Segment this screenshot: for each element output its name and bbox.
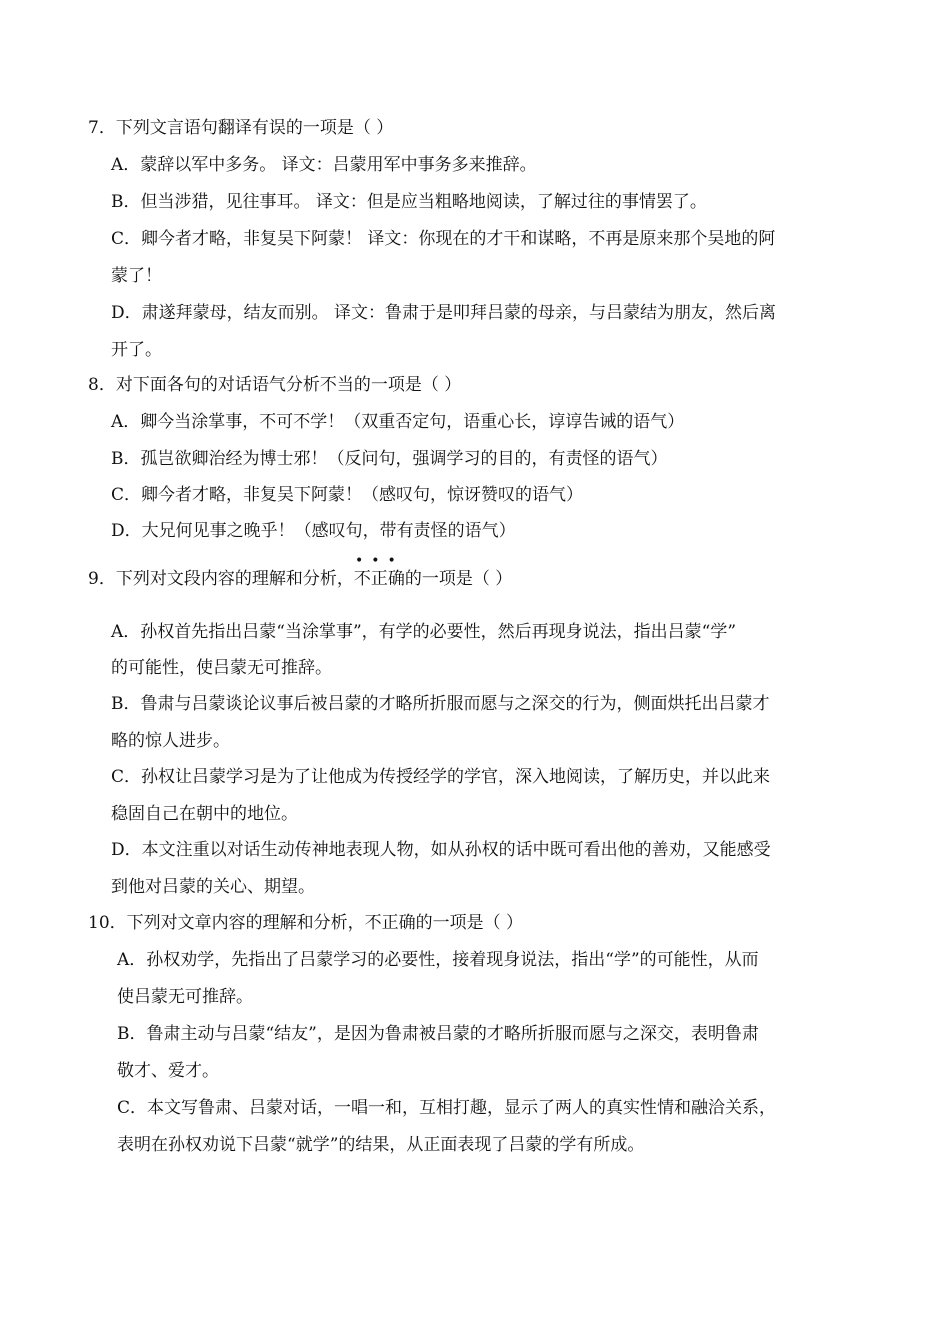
question-7-option-c-cont: 蒙了！ <box>111 266 162 286</box>
question-9-emphasis-text: 不正确 <box>353 569 405 589</box>
question-7-stem: 7．下列文言语句翻译有误的一项是（ ） <box>88 118 394 138</box>
question-7-option-a: A．蒙辞以军中多务。 译文：吕蒙用军中事务多来推辞。 <box>111 155 537 175</box>
question-9-stem <box>88 553 513 591</box>
question-8-option-c: C．卿今者才略，非复吴下阿蒙！（感叹句，惊讶赞叹的语气） <box>111 485 584 505</box>
question-9-option-c: C．孙权让吕蒙学习是为了让他成为传授经学的学官，深入地阅读，了解历史，并以此来 <box>111 767 771 787</box>
question-10-option-b: B．鲁肃主动与吕蒙“结友”，是因为鲁肃被吕蒙的才略所折服而愿与之深交，表明鲁肃 <box>117 1024 759 1044</box>
question-10-option-b-cont: 敬才、爱才。 <box>117 1061 219 1081</box>
question-8-option-a: A．卿今当涂掌事，不可不学！（双重否定句，语重心长，谆谆告诫的语气） <box>111 412 685 432</box>
question-9-stem-after: 的一项是（ ） <box>404 569 513 589</box>
question-7-option-d: D．肃遂拜蒙母，结友而别。 译文：鲁肃于是叩拜吕蒙的母亲，与吕蒙结为朋友，然后离 <box>111 303 777 323</box>
question-10-option-a-cont: 使吕蒙无可推辞。 <box>117 987 253 1007</box>
question-10-option-a: A．孙权劝学，先指出了吕蒙学习的必要性，接着现身说法，指出“学”的可能性，从而 <box>117 950 759 970</box>
question-10-option-c: C．本文写鲁肃、吕蒙对话，一唱一和，互相打趣，显示了两人的真实性情和融洽关系， <box>117 1098 777 1118</box>
question-9-option-b: B．鲁肃与吕蒙谈论议事后被吕蒙的才略所折服而愿与之深交的行为，侧面烘托出吕蒙才 <box>111 694 770 714</box>
question-9-emphasis <box>353 553 405 591</box>
question-7-option-c: C．卿今者才略，非复吴下阿蒙！ 译文：你现在的才干和谋略，不再是原来那个吴地的阿 <box>111 229 776 249</box>
question-10-option-c-cont: 表明在孙权劝说下吕蒙“就学”的结果，从正面表现了吕蒙的学有所成。 <box>117 1135 645 1155</box>
question-7-option-b: B．但当涉猎，见往事耳。 译文：但是应当粗略地阅读，了解过往的事情罢了。 <box>111 192 707 212</box>
question-10-stem: 10．下列对文章内容的理解和分析，不正确的一项是（ ） <box>88 913 524 933</box>
question-8-option-b: B．孤岂欲卿治经为博士邪！（反问句，强调学习的目的，有责怪的语气） <box>111 449 668 469</box>
question-9-option-d: D．本文注重以对话生动传神地表现人物，如从孙权的话中既可看出他的善劝，又能感受 <box>111 840 771 860</box>
question-9-option-a: A．孙权首先指出吕蒙“当涂掌事”，有学的必要性，然后再现身说法，指出吕蒙“学” <box>111 622 737 642</box>
emphasis-dots: ••• <box>354 553 404 569</box>
question-8-option-d: D．大兄何见事之晚乎！（感叹句，带有责怪的语气） <box>111 521 516 541</box>
question-9-option-b-cont: 略的惊人进步。 <box>111 731 230 751</box>
question-7-option-d-cont: 开了。 <box>111 340 162 360</box>
question-9-option-d-cont: 到他对吕蒙的关心、期望。 <box>111 877 315 897</box>
question-8-stem: 8．对下面各句的对话语气分析不当的一项是（ ） <box>88 375 462 395</box>
question-9-stem-before: 9．下列对文段内容的理解和分析， <box>88 569 354 589</box>
question-9-option-a-cont: 的可能性，使吕蒙无可推辞。 <box>111 658 332 678</box>
question-9-option-c-cont: 稳固自己在朝中的地位。 <box>111 804 298 824</box>
